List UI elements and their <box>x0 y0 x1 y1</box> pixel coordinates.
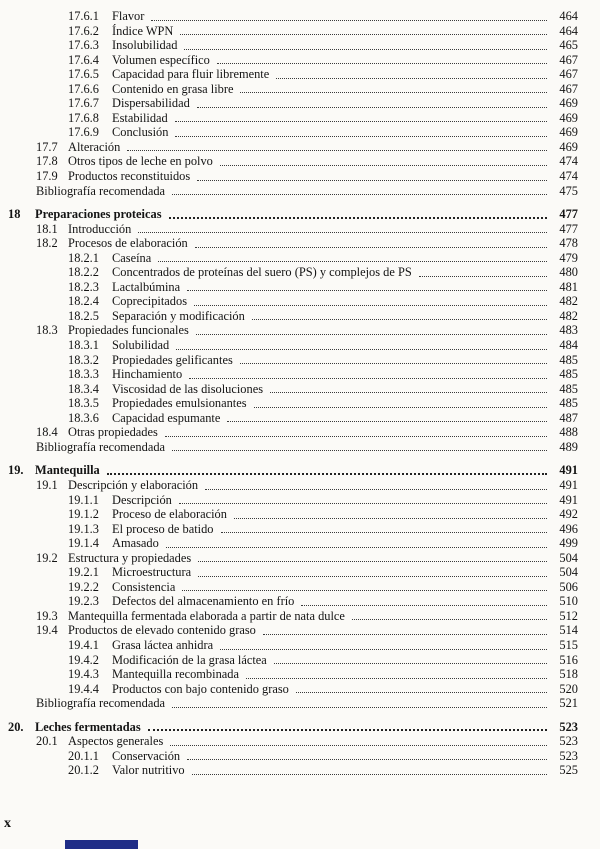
toc-entry <box>8 638 578 653</box>
entry-title: Separación y modificación <box>112 308 245 323</box>
entry-title: Conservación <box>112 748 181 763</box>
entry-page-number: 477 <box>559 207 578 222</box>
entry-title: Otros tipos de leche en polvo <box>68 154 213 169</box>
entry-title: Valor nutritivo <box>112 763 185 778</box>
entry-number: 17.6.1 <box>68 9 99 23</box>
toc-entry <box>8 236 578 251</box>
toc-entry <box>8 207 578 222</box>
entry-page-number: 491 <box>559 492 578 507</box>
toc-entry <box>8 682 578 697</box>
entry-title: Productos de elevado contenido graso <box>68 623 256 638</box>
entry-title: Preparaciones proteicas <box>35 207 162 222</box>
dot-leader <box>172 707 547 708</box>
dot-leader <box>175 121 547 122</box>
toc-entry <box>8 169 578 184</box>
entry-page-number: 492 <box>559 507 578 522</box>
toc-entry <box>8 478 578 493</box>
entry-number: 18.2.2 <box>68 265 99 280</box>
entry-title: Bibliografía recomendada <box>36 696 166 711</box>
toc-entry <box>8 265 578 280</box>
toc-entry <box>8 411 578 426</box>
entry-number: 18.2.1 <box>68 250 99 265</box>
toc-entry <box>8 222 578 237</box>
entry-number: 18.3 <box>36 323 58 338</box>
entry-page-number: 485 <box>559 352 578 367</box>
entry-title: Flavor <box>112 9 145 23</box>
toc-entry <box>8 96 578 111</box>
entry-title: Mantequilla recombinada <box>112 667 239 682</box>
entry-page-number: 474 <box>559 169 578 184</box>
toc-entry <box>8 367 578 382</box>
toc-entry <box>8 551 578 566</box>
dot-leader <box>194 305 547 306</box>
dot-leader <box>180 34 547 35</box>
entry-title: Introducción <box>68 221 132 236</box>
dot-leader <box>240 92 547 93</box>
entry-number: 18.1 <box>36 221 58 236</box>
entry-title: Capacidad espumante <box>112 410 221 425</box>
dot-leader <box>151 20 547 21</box>
entry-page-number: 474 <box>559 154 578 169</box>
entry-title: Alteración <box>68 139 121 154</box>
toc-entry <box>8 294 578 309</box>
entry-title: Otras propiedades <box>68 425 158 440</box>
entry-number: 19.4.3 <box>68 667 99 682</box>
entry-number: 17.6.9 <box>68 125 99 140</box>
entry-number: 18 <box>8 207 21 222</box>
entry-number: 17.6.5 <box>68 67 99 82</box>
dot-leader <box>419 276 547 277</box>
entry-number: 20.1.2 <box>68 763 99 778</box>
entry-page-number: 464 <box>559 23 578 38</box>
entry-page-number: 525 <box>559 763 578 778</box>
toc-entry <box>8 353 578 368</box>
dot-leader <box>263 634 547 635</box>
toc-entry <box>8 24 578 39</box>
entry-number: 19.2.3 <box>68 594 99 609</box>
toc-entry <box>8 140 578 155</box>
entry-title: Consistencia <box>112 579 176 594</box>
dot-leader <box>158 261 547 262</box>
toc-entry <box>8 396 578 411</box>
toc-entry <box>8 38 578 53</box>
entry-number: 17.6.8 <box>68 110 99 125</box>
entry-title: Mantequilla fermentada elaborada a partir de nata dulce <box>68 608 345 623</box>
entry-title: Estabilidad <box>112 110 168 125</box>
entry-page-number: 512 <box>559 608 578 623</box>
dot-leader <box>107 473 547 475</box>
entry-number: 20.1.1 <box>68 748 99 763</box>
dot-leader <box>240 363 547 364</box>
entry-number: 19.1.4 <box>68 536 99 551</box>
toc-entry <box>8 565 578 580</box>
dot-leader <box>221 532 547 533</box>
entry-title: Caseína <box>112 250 152 265</box>
toc-entry <box>8 309 578 324</box>
dot-leader <box>172 194 547 195</box>
entry-page-number: 521 <box>559 696 578 711</box>
entry-page-number: 469 <box>559 139 578 154</box>
entry-page-number: 523 <box>559 719 578 734</box>
dot-leader <box>276 78 547 79</box>
toc-entry <box>8 184 578 199</box>
dot-leader <box>197 107 547 108</box>
entry-title: Solubilidad <box>112 338 170 353</box>
toc-entry <box>8 763 578 778</box>
dot-leader <box>296 692 547 693</box>
dot-leader <box>234 518 547 519</box>
dot-leader <box>175 136 547 137</box>
toc-entry <box>8 580 578 595</box>
dot-leader <box>192 774 547 775</box>
entry-page-number: 504 <box>559 565 578 580</box>
entry-page-number: 464 <box>559 9 578 23</box>
entry-page-number: 469 <box>559 125 578 140</box>
dot-leader <box>205 489 547 490</box>
page-number-marker: x <box>4 816 11 831</box>
entry-number: 19. <box>8 463 24 478</box>
entry-page-number: 483 <box>559 323 578 338</box>
entry-page-number: 491 <box>559 477 578 492</box>
entry-title: Conclusión <box>112 125 169 140</box>
dot-leader <box>198 576 547 577</box>
entry-number: 19.3 <box>36 608 58 623</box>
entry-title: Amasado <box>112 536 159 551</box>
entry-number: 18.4 <box>36 425 58 440</box>
entry-page-number: 482 <box>559 308 578 323</box>
toc-entry <box>8 720 578 735</box>
toc-entry <box>8 522 578 537</box>
toc-entry <box>8 696 578 711</box>
entry-title: Modificación de la grasa láctea <box>112 652 267 667</box>
dot-leader <box>220 165 547 166</box>
entry-number: 19.2 <box>36 550 58 565</box>
entry-page-number: 467 <box>559 52 578 67</box>
toc-entry <box>8 653 578 668</box>
entry-page-number: 510 <box>559 594 578 609</box>
toc-entry <box>8 440 578 455</box>
toc-entry <box>8 67 578 82</box>
dot-leader <box>165 436 547 437</box>
dot-leader <box>169 217 547 219</box>
entry-title: Coprecipitados <box>112 294 188 309</box>
dot-leader <box>138 232 547 233</box>
toc-entry <box>8 749 578 764</box>
entry-number: 19.1.1 <box>68 492 99 507</box>
dot-leader <box>187 759 547 760</box>
entry-number: 19.4 <box>36 623 58 638</box>
dot-leader <box>148 729 547 731</box>
toc-entry <box>8 609 578 624</box>
entry-title: Viscosidad de las disoluciones <box>112 381 264 396</box>
entry-number: 19.2.2 <box>68 579 99 594</box>
dot-leader <box>170 745 547 746</box>
entry-number: 18.3.1 <box>68 338 99 353</box>
entry-title: Bibliografía recomendada <box>36 439 166 454</box>
entry-title: Microestructura <box>112 565 192 580</box>
entry-page-number: 520 <box>559 681 578 696</box>
dot-leader <box>198 561 547 562</box>
entry-number: 18.3.2 <box>68 352 99 367</box>
entry-title: Descripción y elaboración <box>68 477 199 492</box>
dot-leader <box>176 349 547 350</box>
entry-page-number: 481 <box>559 279 578 294</box>
toc-entry <box>8 493 578 508</box>
entry-title: Procesos de elaboración <box>68 236 188 251</box>
entry-title: Hinchamiento <box>112 367 183 382</box>
dot-leader <box>254 407 547 408</box>
entry-page-number: 506 <box>559 579 578 594</box>
dot-leader <box>246 678 547 679</box>
toc-entry <box>8 536 578 551</box>
entry-page-number: 485 <box>559 367 578 382</box>
entry-page-number: 469 <box>559 110 578 125</box>
dot-leader <box>195 247 547 248</box>
toc-entry <box>8 111 578 126</box>
entry-page-number: 469 <box>559 96 578 111</box>
toc-entry <box>8 623 578 638</box>
dot-leader <box>352 619 547 620</box>
entry-page-number: 523 <box>559 734 578 749</box>
dot-leader <box>187 290 547 291</box>
entry-page-number: 488 <box>559 425 578 440</box>
entry-page-number: 518 <box>559 667 578 682</box>
entry-number: 17.8 <box>36 154 58 169</box>
dot-leader <box>220 649 547 650</box>
entry-page-number: 480 <box>559 265 578 280</box>
entry-page-number: 475 <box>559 183 578 198</box>
entry-page-number: 485 <box>559 396 578 411</box>
dot-leader <box>172 450 547 451</box>
entry-number: 19.1 <box>36 477 58 492</box>
entry-title: El proceso de batido <box>112 521 214 536</box>
entry-number: 17.9 <box>36 169 58 184</box>
entry-page-number: 477 <box>559 221 578 236</box>
toc-entry <box>8 323 578 338</box>
entry-page-number: 485 <box>559 381 578 396</box>
entry-title: Concentrados de proteínas del suero (PS) y complejos de PS <box>112 265 412 280</box>
dot-leader <box>197 180 547 181</box>
entry-number: 20.1 <box>36 734 58 749</box>
dot-leader <box>301 605 547 606</box>
toc-entry <box>8 125 578 140</box>
toc-entry <box>8 82 578 97</box>
toc-entry <box>8 53 578 68</box>
entry-page-number: 496 <box>559 521 578 536</box>
entry-title: Grasa láctea anhidra <box>112 637 214 652</box>
entry-page-number: 499 <box>559 536 578 551</box>
entry-page-number: 467 <box>559 81 578 96</box>
entry-number: 18.3.3 <box>68 367 99 382</box>
entry-page-number: 514 <box>559 623 578 638</box>
entry-title: Descripción <box>112 492 172 507</box>
entry-number: 19.1.3 <box>68 521 99 536</box>
toc-entry <box>8 594 578 609</box>
entry-title: Insolubilidad <box>112 38 178 53</box>
entry-number: 19.2.1 <box>68 565 99 580</box>
entry-title: Bibliografía recomendada <box>36 183 166 198</box>
entry-title: Estructura y propiedades <box>68 550 192 565</box>
entry-title: Aspectos generales <box>68 734 164 749</box>
toc-entry <box>8 251 578 266</box>
toc-entry <box>8 507 578 522</box>
toc-entry <box>8 382 578 397</box>
entry-title: Leches fermentadas <box>35 719 141 734</box>
entry-page-number: 487 <box>559 410 578 425</box>
dot-leader <box>179 503 547 504</box>
entry-page-number: 515 <box>559 637 578 652</box>
entry-title: Volumen específico <box>112 52 210 67</box>
entry-page-number: 484 <box>559 338 578 353</box>
entry-number: 18.3.6 <box>68 410 99 425</box>
entry-page-number: 523 <box>559 748 578 763</box>
entry-number: 17.7 <box>36 139 58 154</box>
entry-number: 20. <box>8 719 24 734</box>
entry-number: 17.6.2 <box>68 23 99 38</box>
toc-entry <box>8 667 578 682</box>
entry-title: Propiedades emulsionantes <box>112 396 247 411</box>
dot-leader <box>189 378 547 379</box>
entry-title: Productos con bajo contenido graso <box>112 681 289 696</box>
entry-number: 18.2 <box>36 236 58 251</box>
scan-artifact-bar <box>65 840 138 849</box>
entry-page-number: 465 <box>559 38 578 53</box>
dot-leader <box>184 49 547 50</box>
dot-leader <box>127 150 547 151</box>
toc-entry <box>8 9 578 24</box>
entry-number: 18.2.5 <box>68 308 99 323</box>
entry-title: Propiedades gelificantes <box>112 352 233 367</box>
entry-title: Índice WPN <box>112 23 174 38</box>
entry-number: 18.3.4 <box>68 381 99 396</box>
entry-number: 18.3.5 <box>68 396 99 411</box>
entry-title: Mantequilla <box>35 463 100 478</box>
entry-title: Defectos del almacenamiento en frío <box>112 594 295 609</box>
entry-title: Proceso de elaboración <box>112 507 227 522</box>
entry-number: 19.4.2 <box>68 652 99 667</box>
dot-leader <box>196 334 547 335</box>
entry-number: 17.6.6 <box>68 81 99 96</box>
toc-entry <box>8 154 578 169</box>
toc-entry <box>8 338 578 353</box>
entry-page-number: 482 <box>559 294 578 309</box>
entry-page-number: 491 <box>559 463 578 478</box>
entry-title: Contenido en grasa libre <box>112 81 234 96</box>
entry-title: Lactalbúmina <box>112 279 181 294</box>
dot-leader <box>166 547 547 548</box>
entry-page-number: 504 <box>559 550 578 565</box>
entry-page-number: 479 <box>559 250 578 265</box>
entry-number: 18.2.3 <box>68 279 99 294</box>
dot-leader <box>252 319 547 320</box>
dot-leader <box>270 392 547 393</box>
entry-page-number: 478 <box>559 236 578 251</box>
toc-entry <box>8 734 578 749</box>
dot-leader <box>182 590 547 591</box>
entry-number: 19.1.2 <box>68 507 99 522</box>
entry-page-number: 516 <box>559 652 578 667</box>
entry-number: 17.6.4 <box>68 52 99 67</box>
entry-page-number: 489 <box>559 439 578 454</box>
entry-title: Capacidad para fluir libremente <box>112 67 270 82</box>
toc-entry <box>8 280 578 295</box>
dot-leader <box>217 63 547 64</box>
entry-title: Dispersabilidad <box>112 96 190 111</box>
toc-entry <box>8 425 578 440</box>
entry-title: Productos reconstituidos <box>68 169 191 184</box>
dot-leader <box>274 663 547 664</box>
entry-number: 18.2.4 <box>68 294 99 309</box>
entry-page-number: 467 <box>559 67 578 82</box>
toc-entry <box>8 463 578 478</box>
entry-number: 17.6.7 <box>68 96 99 111</box>
dot-leader <box>227 421 547 422</box>
entry-number: 19.4.1 <box>68 637 99 652</box>
entry-title: Propiedades funcionales <box>68 323 189 338</box>
entry-number: 17.6.3 <box>68 38 99 53</box>
entry-number: 19.4.4 <box>68 681 99 696</box>
